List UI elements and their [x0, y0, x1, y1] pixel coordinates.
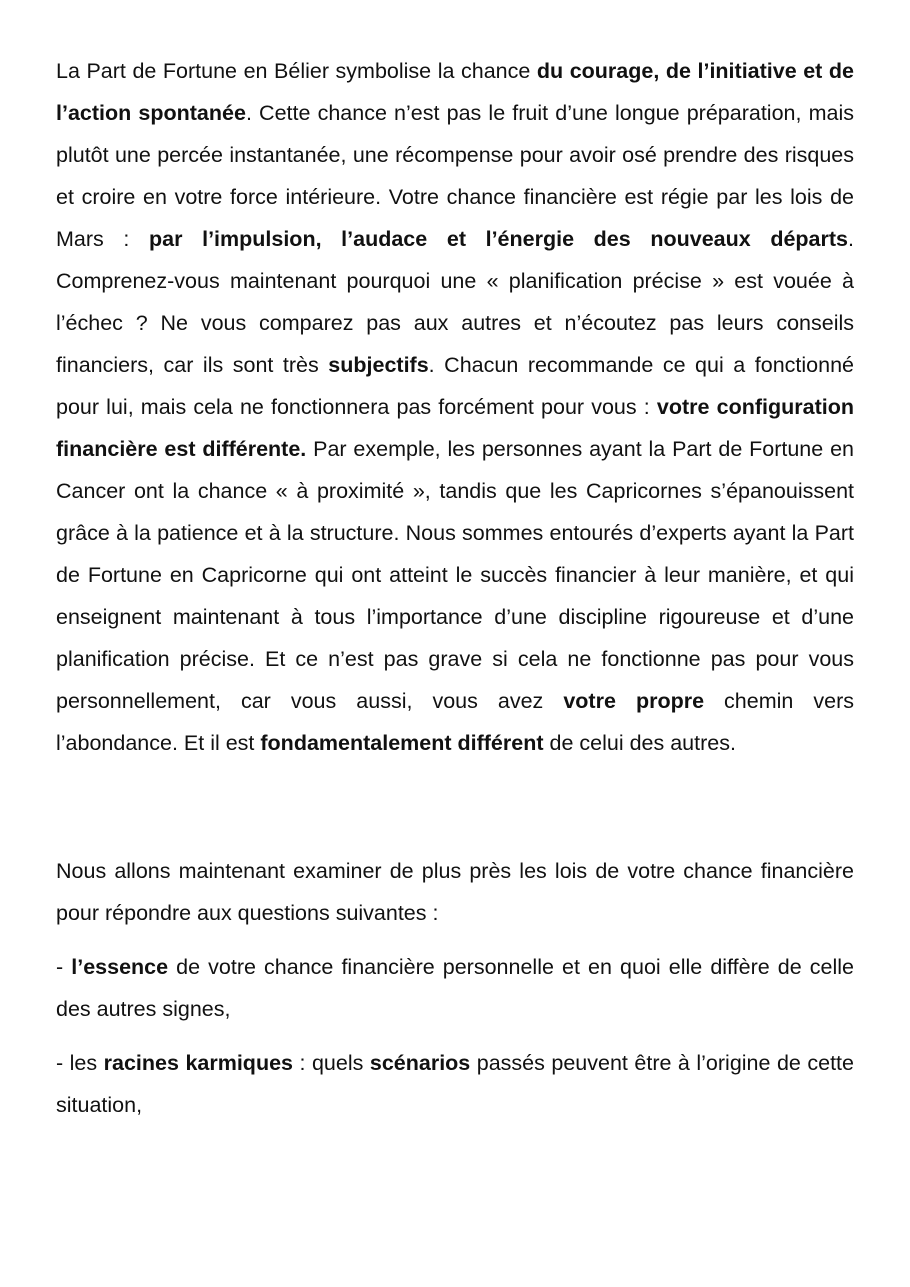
emphasized-text: subjectifs: [328, 353, 429, 377]
body-text: de celui des autres.: [543, 731, 736, 755]
list-item-essence: [56, 946, 854, 1030]
emphasized-text: fondamentalement différent: [260, 731, 544, 755]
paragraph-part-de-fortune: [56, 50, 854, 764]
paragraph-intro: [56, 850, 854, 934]
body-text: La Part de Fortune en Bélier symbolise la chance: [56, 59, 537, 83]
body-text: . Chacun recommande ce qui a fonctionné pour lui, mais cela ne fonctionnera pas forcément pour vous :: [56, 353, 854, 419]
emphasized-text: du courage, de l’initiative et de l’action spontanée: [56, 59, 854, 125]
paragraph-spacer: [56, 807, 854, 850]
list-item-racines-karmiques: [56, 1042, 854, 1126]
body-text: de votre chance financière personnelle et en quoi elle diffère de celle des autres signes,: [56, 955, 854, 1021]
body-text: . Cette chance n’est pas le fruit d’une longue préparation, mais plutôt une percée instantanée, une récompense pour avoir osé prendre des risques et croire en votre force intérieure. Votre chance financière est régie par les lois de Mars :: [56, 101, 854, 251]
emphasized-text: votre propre: [563, 689, 705, 713]
body-text: passés peuvent être à l’origine de cette situation,: [56, 1051, 854, 1117]
emphasized-text: par l’impulsion, l’audace et l’énergie des nouveaux départs: [149, 227, 848, 251]
emphasized-text: scénarios: [369, 1051, 471, 1075]
emphasized-text: racines karmiques: [103, 1051, 293, 1075]
emphasized-text: votre configuration financière est différente.: [56, 395, 854, 461]
body-text: - les: [56, 1051, 104, 1075]
body-text: : quels: [293, 1051, 370, 1075]
emphasized-text: l’essence: [71, 955, 169, 979]
body-text: . Comprenez-vous maintenant pourquoi une « planification précise » est vouée à l’échec ? Ne vous comparez pas aux autres et n’écoutez pas leurs conseils financiers, car ils sont très: [56, 227, 854, 377]
body-text: Nous allons maintenant examiner de plus près les lois de votre chance financière pour répondre aux questions suivantes :: [56, 859, 854, 925]
body-text: -: [56, 955, 72, 979]
body-text: Par exemple, les personnes ayant la Part de Fortune en Cancer ont la chance « à proximité », tandis que les Capricornes s’épanouissent grâce à la patience et à la structure. Nous sommes entourés d’experts ayant la Part de Fortune en Capricorne qui ont atteint le succès financier à leur manière, et qui enseignent maintenant à tous l’importance d’une discipline rigoureuse et d’une planification précise. Et ce n’est pas grave si cela ne fonctionne pas pour vous personnellement, car vous aussi, vous avez: [56, 437, 854, 713]
body-text: chemin vers l’abondance. Et il est: [56, 689, 854, 755]
